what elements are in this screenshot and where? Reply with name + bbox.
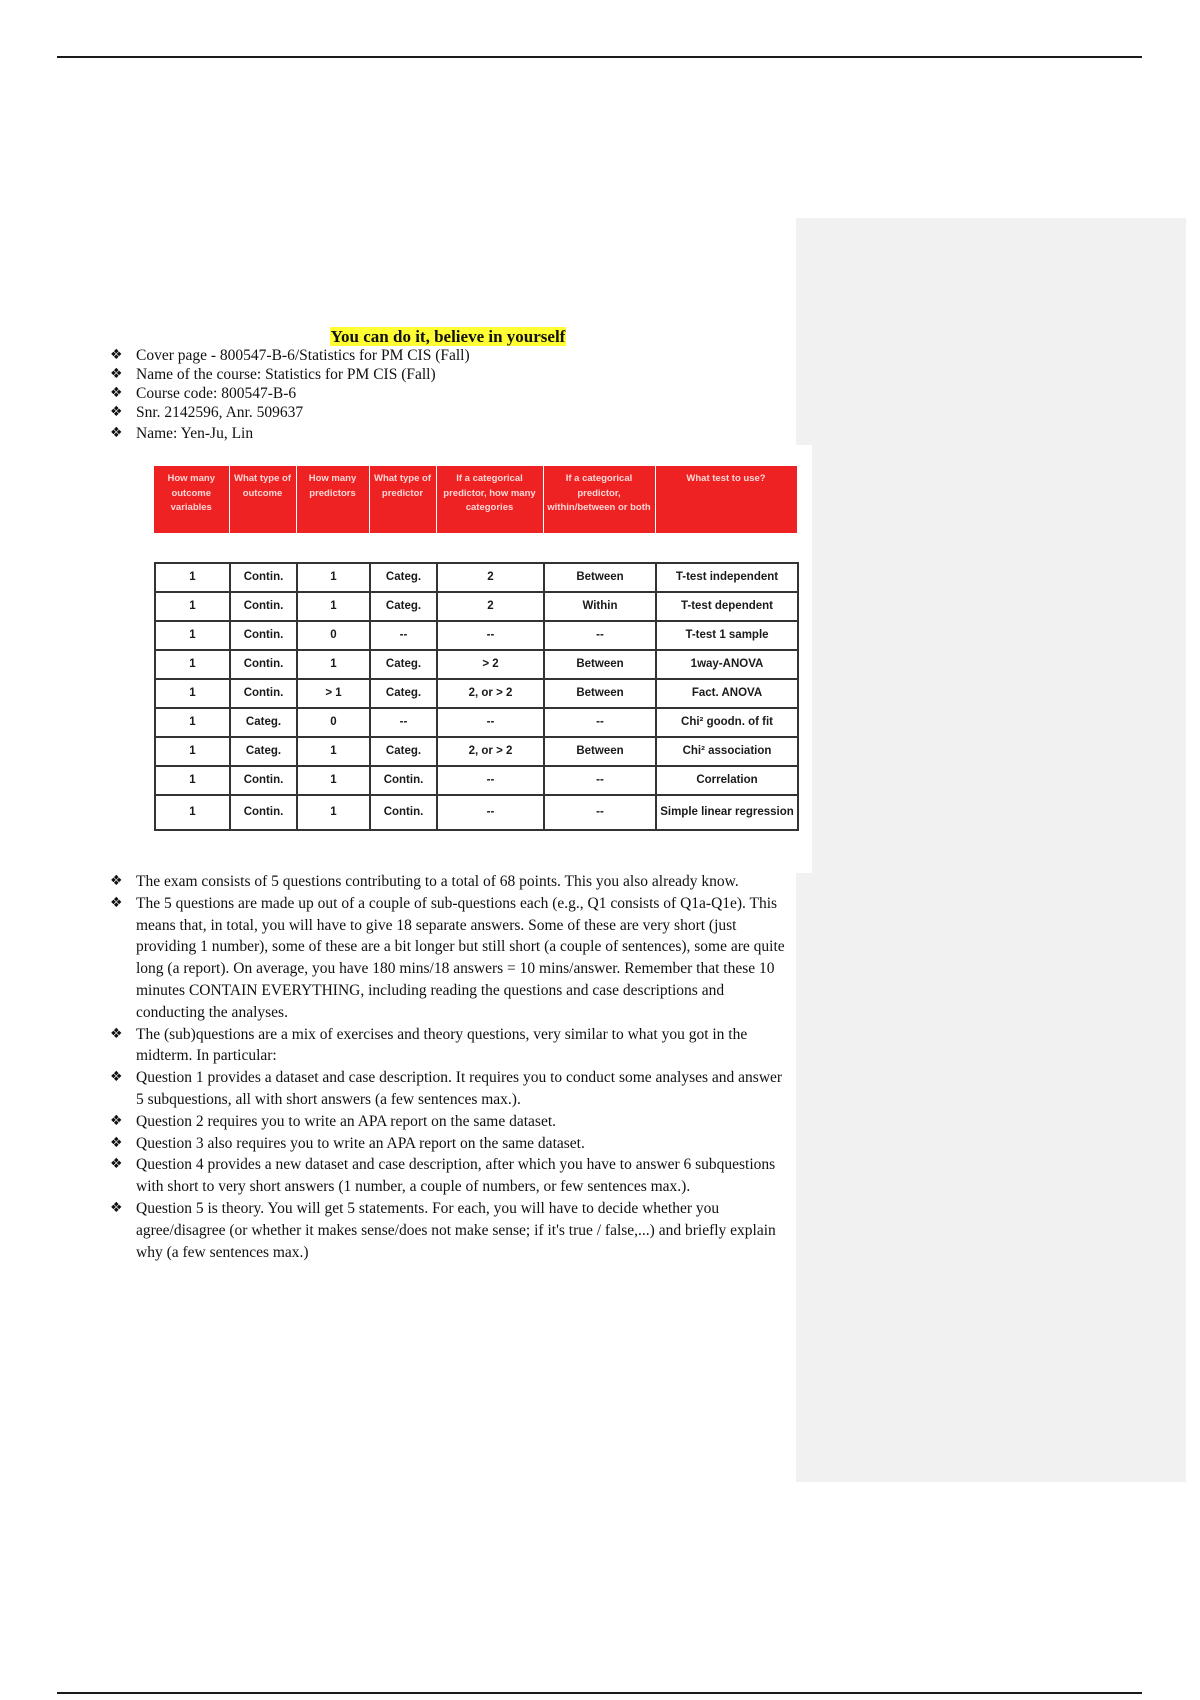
diamond-bullet-icon: ❖ bbox=[110, 425, 123, 441]
table-row bbox=[155, 679, 798, 708]
table-cell: Contin. bbox=[230, 650, 297, 679]
test-selection-table bbox=[154, 562, 799, 831]
bottom-divider bbox=[57, 1692, 1142, 1694]
list-item: ❖ Cover page - 800547-B-6/Statistics for PM CIS (Fall) bbox=[110, 347, 470, 364]
diamond-bullet-icon: ❖ bbox=[110, 404, 123, 420]
table-cell: Between bbox=[544, 737, 656, 766]
table-cell: -- bbox=[370, 708, 437, 737]
list-item: ❖ The (sub)questions are a mix of exercises and theory questions, very similar to what you got in the midterm. In particular: bbox=[110, 1025, 748, 1065]
table-cell: Between bbox=[544, 679, 656, 708]
table-cell: 1 bbox=[297, 650, 370, 679]
table-row bbox=[155, 563, 798, 592]
list-item: ❖ Name of the course: Statistics for PM CIS (Fall) bbox=[110, 366, 436, 383]
table-cell: Contin. bbox=[230, 592, 297, 621]
table-cell: Categ. bbox=[370, 563, 437, 592]
list-item: ❖ Question 4 provides a new dataset and case description, after which you have to answer 6 subquestions with short to very short answers (1 number, a couple of numbers, or few sentences max.). bbox=[110, 1156, 776, 1196]
table-cell: Categ. bbox=[370, 679, 437, 708]
diamond-bullet-icon: ❖ bbox=[110, 1134, 123, 1151]
table-cell: 1 bbox=[155, 563, 230, 592]
header-cell: What type of predictor bbox=[369, 466, 436, 533]
table-cell: > 2 bbox=[437, 650, 544, 679]
table-cell: 1 bbox=[297, 563, 370, 592]
table-cell: Between bbox=[544, 563, 656, 592]
table-row bbox=[155, 737, 798, 766]
table-cell: -- bbox=[370, 621, 437, 650]
table-cell: 1 bbox=[155, 737, 230, 766]
table-cell: 1 bbox=[155, 708, 230, 737]
table-cell: Contin. bbox=[230, 795, 297, 830]
table-cell: -- bbox=[437, 795, 544, 830]
table-cell: Contin. bbox=[230, 621, 297, 650]
table-cell: Within bbox=[544, 592, 656, 621]
table-cell: T-test independent bbox=[656, 563, 798, 592]
header-cell: What type of outcome bbox=[229, 466, 296, 533]
list-item: ❖ Snr. 2142596, Anr. 509637 bbox=[110, 404, 304, 421]
table-cell: 2 bbox=[437, 563, 544, 592]
top-divider bbox=[57, 56, 1142, 58]
table-cell: 1 bbox=[155, 766, 230, 795]
table-cell: 1 bbox=[155, 679, 230, 708]
table-cell: 1way-ANOVA bbox=[656, 650, 798, 679]
table-cell: Contin. bbox=[230, 563, 297, 592]
table-cell: Categ. bbox=[370, 737, 437, 766]
header-cell: If a categorical predictor, how many categories bbox=[436, 466, 543, 533]
table-cell: Between bbox=[544, 650, 656, 679]
diamond-bullet-icon: ❖ bbox=[110, 1025, 123, 1042]
diamond-bullet-icon: ❖ bbox=[110, 1069, 123, 1086]
diamond-bullet-icon: ❖ bbox=[110, 385, 123, 401]
diamond-bullet-icon: ❖ bbox=[110, 366, 123, 382]
table-cell: Categ. bbox=[370, 592, 437, 621]
table-cell: Correlation bbox=[656, 766, 798, 795]
list-item: ❖ Course code: 800547-B-6 bbox=[110, 385, 297, 402]
list-item: ❖ The 5 questions are made up out of a couple of sub-questions each (e.g., Q1 consists of Q1a-Q1e). This means that, in total, you will have to give 18 separate answers. Some of these are very short (just providing 1 number), some of these are a bit longer but still short (a couple of sentences), some are quite long (a report). On average, you have 180 mins/18 answers = 10 mins/answer. Remember that these 10 minutes CONTAIN EVERYTHING, including reading the questions and case descriptions and conducting the analyses. bbox=[110, 894, 785, 1021]
diamond-bullet-icon: ❖ bbox=[110, 873, 123, 889]
table-cell: 1 bbox=[297, 766, 370, 795]
motto-highlight: You can do it, believe in yourself bbox=[330, 327, 566, 346]
table-row bbox=[155, 795, 798, 830]
table-row bbox=[155, 708, 798, 737]
table-cell: > 1 bbox=[297, 679, 370, 708]
table-cell: 2, or > 2 bbox=[437, 679, 544, 708]
table-cell: T-test 1 sample bbox=[656, 621, 798, 650]
table-cell: Chi² goodn. of fit bbox=[656, 708, 798, 737]
table-cell: -- bbox=[437, 708, 544, 737]
table-cell: Chi² association bbox=[656, 737, 798, 766]
table-cell: 2, or > 2 bbox=[437, 737, 544, 766]
table-cell: -- bbox=[544, 795, 656, 830]
table-cell: 2 bbox=[437, 592, 544, 621]
table-row bbox=[155, 621, 798, 650]
table-cell: Contin. bbox=[230, 679, 297, 708]
list-item: ❖ Question 3 also requires you to write an APA report on the same dataset. bbox=[110, 1133, 790, 1155]
table-cell: Categ. bbox=[370, 650, 437, 679]
header-cell: How many outcome variables bbox=[154, 466, 229, 533]
table-cell: Categ. bbox=[230, 708, 297, 737]
table-cell: Categ. bbox=[230, 737, 297, 766]
test-selection-header bbox=[154, 466, 798, 533]
list-item: ❖ Question 5 is theory. You will get 5 statements. For each, you will have to decide whether you agree/disagree (or whether it makes sense/does not make sense; if it's true / false,...) and briefly explain why (a few sentences max.) bbox=[110, 1199, 776, 1261]
table-cell: 1 bbox=[155, 621, 230, 650]
table-cell: Fact. ANOVA bbox=[656, 679, 798, 708]
table-cell: Contin. bbox=[370, 766, 437, 795]
list-item: ❖ Question 2 requires you to write an APA report on the same dataset. bbox=[110, 1111, 790, 1133]
header-cell: What test to use? bbox=[655, 466, 797, 533]
table-cell: 1 bbox=[155, 650, 230, 679]
diamond-bullet-icon: ❖ bbox=[110, 1112, 123, 1129]
table-cell: Contin. bbox=[230, 766, 297, 795]
table-cell: -- bbox=[544, 621, 656, 650]
list-item: ❖ Question 1 provides a dataset and case description. It requires you to conduct some analyses and answer 5 subquestions, all with short answers (a few sentences max.). bbox=[110, 1069, 783, 1108]
table-cell: -- bbox=[437, 766, 544, 795]
table-cell: 1 bbox=[155, 592, 230, 621]
table-cell: Simple linear regression bbox=[656, 795, 798, 830]
table-cell: 1 bbox=[155, 795, 230, 830]
table-cell: -- bbox=[544, 708, 656, 737]
list-item: ❖ Name: Yen-Ju, Lin bbox=[110, 425, 254, 442]
table-cell: -- bbox=[437, 621, 544, 650]
table-cell: 0 bbox=[297, 621, 370, 650]
table-cell: 0 bbox=[297, 708, 370, 737]
table-cell: 1 bbox=[297, 737, 370, 766]
header-cell: If a categorical predictor, within/between or both bbox=[543, 466, 655, 533]
table-cell: 1 bbox=[297, 795, 370, 830]
header-cell: How many predictors bbox=[296, 466, 369, 533]
diamond-bullet-icon: ❖ bbox=[110, 347, 123, 363]
table-cell: T-test dependent bbox=[656, 592, 798, 621]
table-cell: -- bbox=[544, 766, 656, 795]
table-row bbox=[155, 650, 798, 679]
diamond-bullet-icon: ❖ bbox=[110, 894, 123, 911]
diamond-bullet-icon: ❖ bbox=[110, 1156, 123, 1173]
table-row bbox=[155, 766, 798, 795]
comment-pane bbox=[796, 218, 1186, 1482]
table-cell: Contin. bbox=[370, 795, 437, 830]
diamond-bullet-icon: ❖ bbox=[110, 1199, 123, 1216]
list-item: ❖ The exam consists of 5 questions contributing to a total of 68 points. This you also already know. bbox=[110, 871, 790, 893]
course-info-list bbox=[110, 346, 810, 443]
table-cell: 1 bbox=[297, 592, 370, 621]
table-row bbox=[155, 592, 798, 621]
exam-info-list bbox=[110, 871, 790, 1263]
motto-line bbox=[0, 327, 896, 347]
